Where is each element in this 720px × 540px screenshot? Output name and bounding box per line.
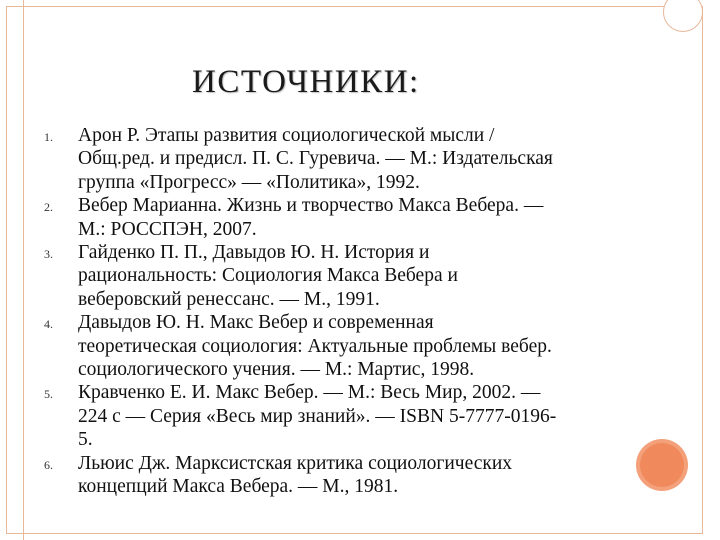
source-item	[44, 124, 634, 194]
source-text-line: теоретическая социология: Актуальные проблемы вебер.	[78, 335, 552, 357]
source-text-line: рациональность: Социология Макса Вебера и	[78, 265, 458, 287]
source-text-line: Кравченко Е. И. Макс Вебер. — М.: Весь Мир, 2002. —	[78, 382, 541, 404]
source-text-line: 5.	[78, 429, 93, 451]
source-number: 3.	[44, 247, 53, 262]
source-text-line: группа «Прогресс» — «Политика», 1992.	[78, 171, 420, 193]
source-text-line: Гайденко П. П., Давыдов Ю. Н. История и	[78, 242, 430, 264]
decorative-orange-circle	[636, 439, 688, 491]
source-item	[44, 241, 634, 311]
source-text-line: Арон Р. Этапы развития социологической мысли /	[78, 125, 495, 146]
source-number: 1.	[44, 130, 53, 144]
left-vertical-rule	[23, 0, 24, 540]
source-number: 5.	[44, 387, 53, 402]
source-item	[44, 311, 634, 381]
source-text-line: М.: РОССПЭН, 2007.	[78, 218, 257, 240]
source-number: 6.	[44, 457, 53, 472]
source-item	[44, 452, 634, 499]
source-text-line: Льюис Дж. Марксистская критика социологических	[78, 452, 513, 474]
source-text-line: концепций Макса Вебера. — М., 1981.	[78, 476, 399, 498]
source-text-line: социологического учения. — М.: Мартис, 1998.	[78, 359, 475, 381]
sources-list	[44, 124, 634, 499]
source-item	[44, 194, 634, 241]
source-text-line: 224 с — Серия «Весь мир знаний». — ISBN 5-7777-0196-	[78, 405, 557, 427]
source-item	[44, 381, 634, 451]
source-text-line: веберовский ренессанс. — М., 1991.	[78, 288, 380, 310]
source-number: 2.	[44, 200, 53, 215]
page-title: ИСТОЧНИКИ:	[192, 64, 420, 100]
source-text-line: Общ.ред. и предисл. П. С. Гуревича. — М.: Издательская	[78, 148, 553, 170]
source-number: 4.	[44, 317, 53, 332]
source-text-line: Давыдов Ю. Н. Макс Вебер и современная	[78, 312, 434, 334]
source-text-line: Вебер Марианна. Жизнь и творчество Макса Вебера. —	[78, 195, 544, 217]
